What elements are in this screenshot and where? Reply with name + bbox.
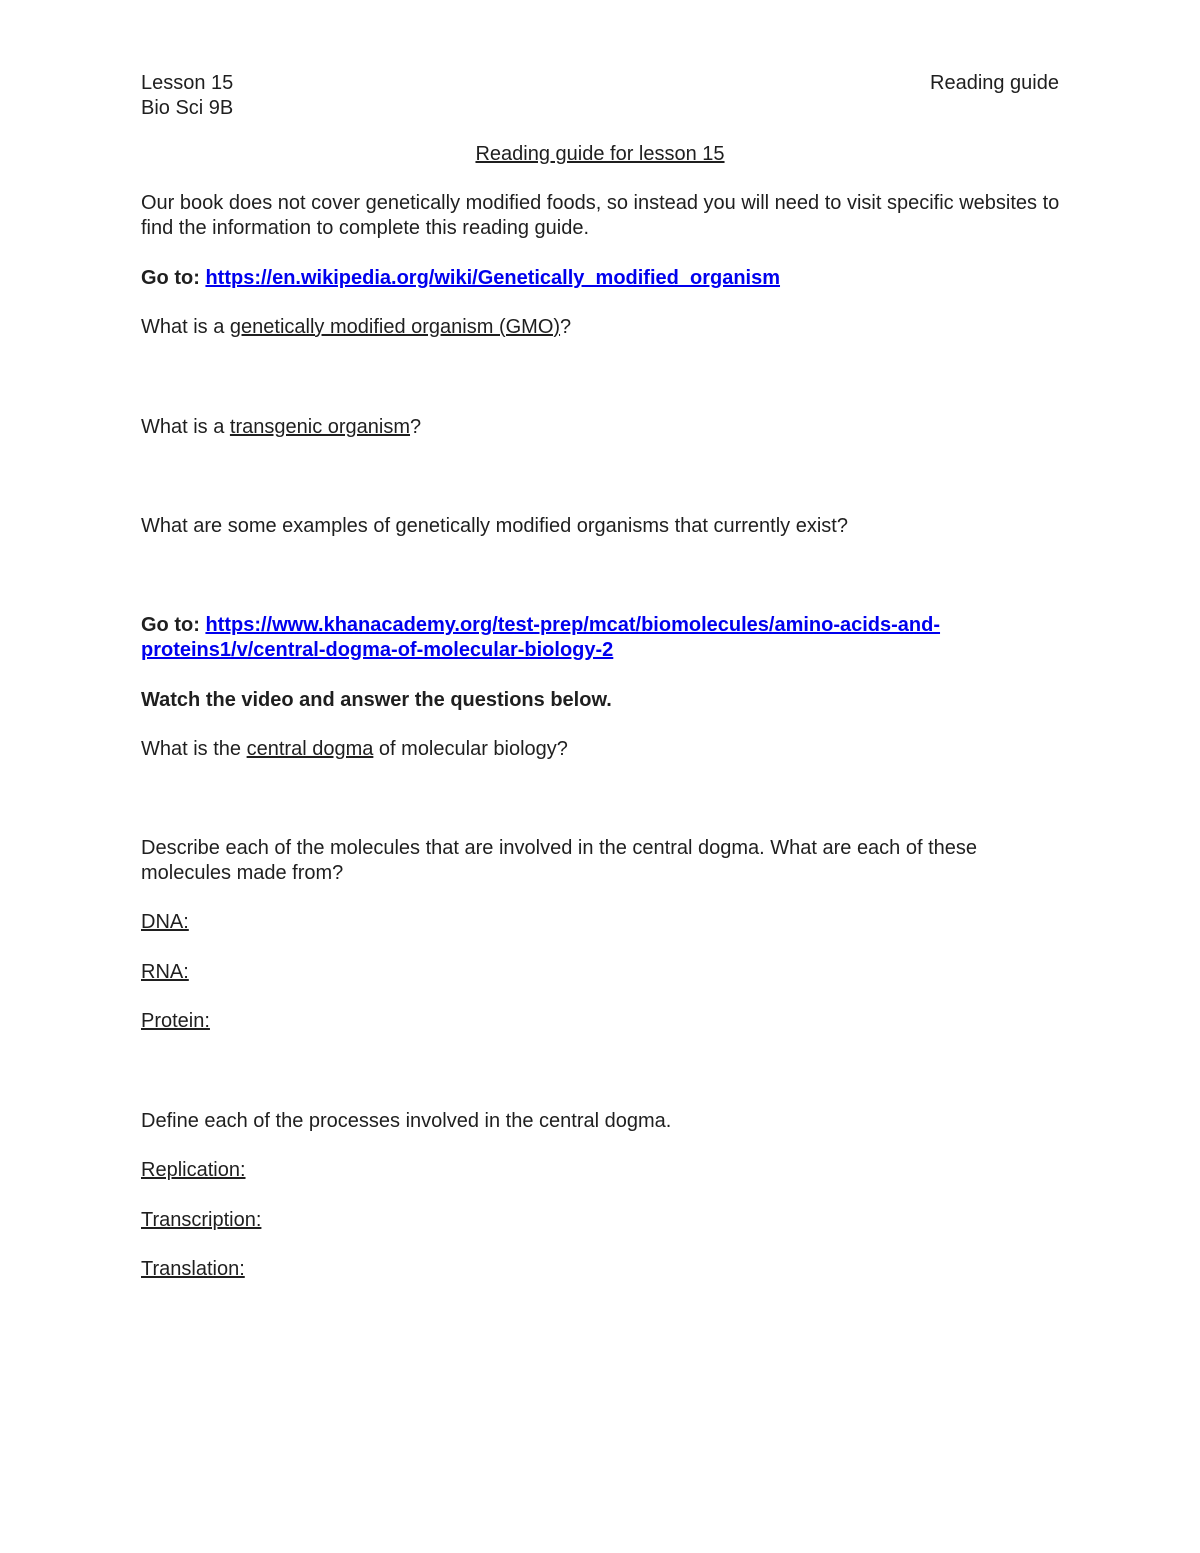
molecule-protein-label: Protein: [141,1010,210,1032]
video-instruction: Watch the video and answer the questions below. [141,689,612,711]
intro-paragraph: Our book does not cover genetically modified foods, so instead you will need to visit specific websites to find the information to complete this reading guide. [141,192,1060,239]
molecule-dna-label: DNA: [141,911,189,933]
question-dogma-pre: What is the [141,738,247,760]
question-gmo [141,315,571,340]
question-transgenic-pre: What is a [141,416,230,438]
khan-link-part-2[interactable]: proteins1/v/central-dogma-of-molecular-biology-2 [141,639,614,661]
goto-label: Go to: [141,267,200,289]
goto-khan-line-2 [141,638,613,663]
question-transgenic-post: ? [410,416,422,438]
page-title-text: Reading guide for lesson 15 [475,143,725,165]
goto-wikipedia-line [141,266,780,291]
question-dogma-term: central dogma [246,738,374,760]
question-transgenic [141,415,421,440]
process-replication-label: Replication: [141,1159,246,1181]
question-molecules-line-1: Describe each of the molecules that are involved in the central dogma. What are each of these [141,837,978,859]
khan-link-part-1[interactable]: https://www.khanacademy.org/test-prep/mcat/biomolecules/amino-acids-and- [205,614,941,636]
question-gmo-term: genetically modified organism (GMO) [229,316,561,338]
question-gmo-pre: What is a [141,316,230,338]
molecule-rna-label: RNA: [141,961,189,983]
goto-khan-line [141,613,940,638]
header-lesson: Lesson 15 [141,72,234,94]
question-transgenic-term: transgenic organism [229,416,411,438]
question-dogma-post: of molecular biology? [373,738,568,760]
question-central-dogma [141,737,568,762]
question-molecules-line-2: molecules made from? [141,862,344,884]
header-course: Bio Sci 9B [141,97,234,119]
question-processes: Define each of the processes involved in the central dogma. [141,1110,672,1132]
page-title [0,142,1200,167]
header-doc-type: Reading guide [930,72,1059,94]
goto-label-2: Go to: [141,614,200,636]
process-transcription-label: Transcription: [141,1209,262,1231]
question-gmo-post: ? [560,316,572,338]
process-translation-label: Translation: [141,1258,245,1280]
question-examples: What are some examples of genetically modified organisms that currently exist? [141,515,848,537]
wikipedia-link[interactable]: https://en.wikipedia.org/wiki/Genetically_modified_organism [205,267,781,289]
